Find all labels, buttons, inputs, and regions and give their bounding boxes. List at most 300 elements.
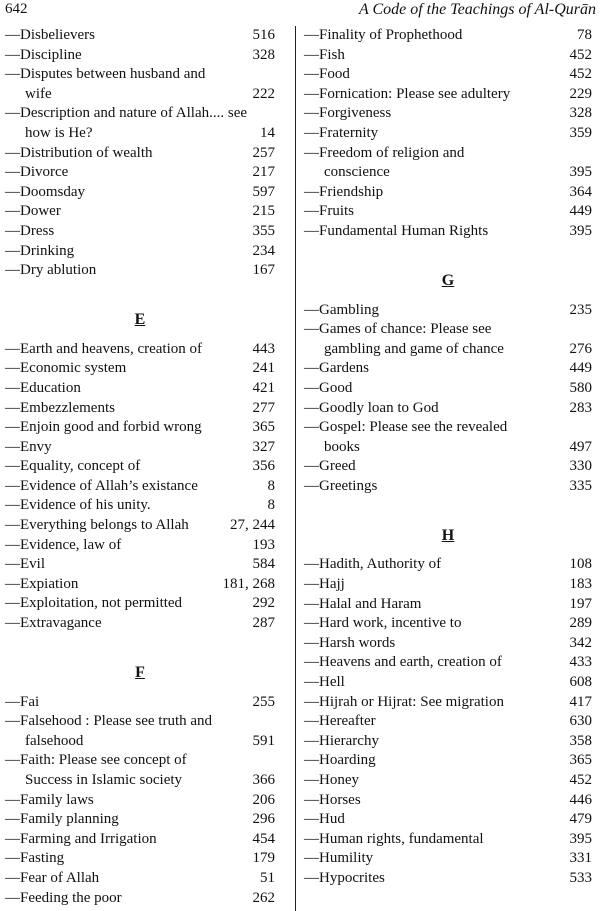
index-page-ref: 229 xyxy=(569,85,592,102)
index-page-ref: 167 xyxy=(252,262,275,279)
index-term xyxy=(304,124,564,144)
index-page-ref: 276 xyxy=(569,340,592,357)
index-page-ref: 331 xyxy=(569,850,592,867)
index-term xyxy=(5,202,247,222)
section-gap xyxy=(304,496,592,516)
index-term xyxy=(304,712,564,732)
index-entry xyxy=(5,340,275,360)
index-term xyxy=(5,359,247,379)
index-page-ref: 235 xyxy=(569,301,592,318)
index-term-line: —Gospel: Please see the revealed xyxy=(304,419,508,436)
index-term xyxy=(304,477,564,497)
index-term xyxy=(304,791,564,811)
index-entry xyxy=(304,555,592,575)
index-term xyxy=(304,104,564,124)
index-term-line: —Hoarding xyxy=(304,752,376,769)
index-entry xyxy=(5,261,275,281)
index-entry xyxy=(304,575,592,595)
index-term-line: —Hajj xyxy=(304,576,345,593)
index-entry xyxy=(304,301,592,321)
index-page-ref: 355 xyxy=(252,222,275,239)
index-term xyxy=(304,379,564,399)
index-page-ref: 395 xyxy=(569,164,592,181)
index-page-ref: 183 xyxy=(569,576,592,593)
index-entry xyxy=(304,712,592,732)
index-entry xyxy=(5,516,275,536)
index-term-line: —Fraternity xyxy=(304,124,379,141)
index-term xyxy=(5,536,247,556)
index-term-line: —Family laws xyxy=(5,791,94,808)
index-term-line: —Dower xyxy=(5,203,61,220)
index-entry xyxy=(304,673,592,693)
index-term xyxy=(5,869,254,889)
index-entry xyxy=(5,183,275,203)
index-page-ref: 452 xyxy=(569,772,592,788)
index-term-line: —Hard work, incentive to xyxy=(304,615,462,632)
running-title: A Code of the Teachings of Al-Qurān xyxy=(358,1,596,18)
page-number: 642 xyxy=(5,1,28,17)
index-term-line: —Expiation xyxy=(5,575,79,592)
index-entry xyxy=(304,320,592,359)
index-entry xyxy=(304,771,592,791)
index-term xyxy=(5,457,247,477)
index-page-ref: 197 xyxy=(569,595,592,612)
index-term-line: conscience xyxy=(324,164,390,181)
index-page-ref: 449 xyxy=(569,360,592,377)
index-entry xyxy=(5,202,275,222)
index-entry xyxy=(304,869,592,889)
index-term xyxy=(304,301,564,321)
index-term xyxy=(5,46,247,66)
index-term xyxy=(5,575,217,595)
index-page-ref: 584 xyxy=(252,556,275,573)
index-term-line: —Fundamental Human Rights xyxy=(304,222,489,239)
index-term xyxy=(5,791,247,811)
index-entry xyxy=(304,830,592,850)
index-entry xyxy=(5,399,275,419)
index-term xyxy=(5,26,247,46)
index-term xyxy=(5,222,247,242)
index-entry xyxy=(304,614,592,634)
index-term-line: —Family planning xyxy=(5,811,119,828)
index-term-line: —Dry ablution xyxy=(5,262,97,279)
index-page-ref: 479 xyxy=(569,811,592,828)
index-term-line: —Gambling xyxy=(304,301,379,318)
section-heading xyxy=(304,262,592,301)
index-page-ref: 283 xyxy=(569,399,592,416)
index-page-ref: 395 xyxy=(569,830,592,847)
index-entry xyxy=(5,614,275,634)
index-term-line: —Everything belongs to Allah xyxy=(5,517,189,534)
index-term-line: how is He? xyxy=(25,124,93,141)
index-entry xyxy=(304,46,592,66)
index-term-line: —Extravagance xyxy=(5,615,102,632)
index-term-line: —Envy xyxy=(5,438,52,455)
index-entry xyxy=(5,810,275,830)
index-term xyxy=(5,65,247,104)
index-page-ref: 14 xyxy=(260,124,275,141)
index-column-right xyxy=(304,26,592,889)
index-term-line: —Dress xyxy=(5,222,55,239)
index-page-ref: 358 xyxy=(569,732,592,749)
index-entry xyxy=(304,144,592,183)
index-entry xyxy=(304,751,592,771)
index-page-ref: 433 xyxy=(569,654,592,671)
index-page-ref: 328 xyxy=(252,46,275,63)
index-page-ref: 342 xyxy=(569,634,592,651)
index-page-ref: 287 xyxy=(252,615,275,632)
index-term xyxy=(304,732,564,752)
index-entry xyxy=(304,124,592,144)
index-term-line: —Good xyxy=(304,379,353,396)
index-term-line: —Forgiveness xyxy=(304,105,392,122)
index-term xyxy=(304,399,564,419)
index-page-ref: 241 xyxy=(252,360,275,377)
index-term xyxy=(5,261,247,281)
index-page-ref: 356 xyxy=(252,458,275,475)
index-page-ref: 215 xyxy=(252,203,275,220)
index-page-ref: 181, 268 xyxy=(222,575,275,592)
index-term xyxy=(304,144,564,183)
index-entry xyxy=(5,575,275,595)
index-page-ref: 277 xyxy=(252,399,275,416)
index-term-line: —Equality, concept of xyxy=(5,458,141,475)
index-page-ref: 443 xyxy=(252,340,275,357)
index-page-ref: 222 xyxy=(252,85,275,102)
index-term-line: —Embezzlements xyxy=(5,399,115,416)
index-page-ref: 8 xyxy=(267,477,275,494)
index-term xyxy=(5,438,247,458)
index-term-line: —Divorce xyxy=(5,164,69,181)
index-page-ref: 580 xyxy=(569,379,592,396)
index-term-line: —Gardens xyxy=(304,360,369,377)
index-entry xyxy=(5,869,275,889)
index-term xyxy=(304,693,564,713)
index-term xyxy=(304,575,564,595)
index-page-ref: 365 xyxy=(569,752,592,769)
index-page-ref: 27, 244 xyxy=(230,517,275,534)
index-page-ref: 262 xyxy=(252,889,275,906)
section-heading xyxy=(5,301,275,340)
index-page-ref: 335 xyxy=(569,477,592,494)
section-letter: F xyxy=(135,664,145,682)
index-term-line: —Hierarchy xyxy=(304,732,379,749)
index-entry xyxy=(5,144,275,164)
index-entry xyxy=(5,751,275,790)
index-entry xyxy=(304,222,592,242)
index-term xyxy=(304,673,564,693)
index-term xyxy=(304,359,564,379)
index-term xyxy=(304,418,564,457)
index-entry xyxy=(5,889,275,909)
index-entry xyxy=(304,65,592,85)
index-term-line: —Horses xyxy=(304,791,361,808)
index-term-line: —Disbelievers xyxy=(5,27,95,43)
index-term-line: —Feeding the poor xyxy=(5,889,122,906)
index-term xyxy=(5,477,262,497)
section-letter: H xyxy=(441,526,455,544)
index-term xyxy=(5,889,247,909)
index-term xyxy=(5,849,247,869)
index-entry xyxy=(304,457,592,477)
index-term-line: —Halal and Haram xyxy=(304,595,422,612)
index-entry xyxy=(5,26,275,46)
index-entry xyxy=(304,595,592,615)
index-term-line: —Human rights, fundamental xyxy=(304,830,484,847)
index-term xyxy=(5,340,247,360)
index-entry xyxy=(5,712,275,751)
index-term xyxy=(5,418,247,438)
index-page-ref: 630 xyxy=(569,713,592,730)
index-term xyxy=(304,653,564,673)
index-entry xyxy=(304,849,592,869)
index-term-line: —Evidence of Allah’s existance xyxy=(5,477,198,494)
index-term-line: —Harsh words xyxy=(304,634,396,651)
index-entry xyxy=(5,457,275,477)
index-entry xyxy=(5,65,275,104)
index-page-ref: 366 xyxy=(252,772,275,788)
index-term xyxy=(5,830,247,850)
index-page-ref: 597 xyxy=(252,183,275,200)
index-term-line: —Freedom of religion and xyxy=(304,144,465,161)
index-page-ref: 289 xyxy=(569,615,592,632)
index-entry xyxy=(304,399,592,419)
column-divider xyxy=(295,26,296,911)
index-page-ref: 217 xyxy=(252,164,275,181)
index-page-ref: 533 xyxy=(569,869,592,886)
index-entry xyxy=(304,810,592,830)
index-term xyxy=(5,555,247,575)
index-term xyxy=(304,46,564,66)
index-entry xyxy=(5,46,275,66)
index-entry xyxy=(304,653,592,673)
index-term-line: —Friendship xyxy=(304,183,384,200)
index-term-line: —Hypocrites xyxy=(304,869,385,886)
index-term-line: —Hud xyxy=(304,811,345,828)
index-term-line: —Evidence, law of xyxy=(5,536,122,553)
section-gap xyxy=(5,634,275,654)
index-page-ref: 449 xyxy=(569,203,592,220)
index-page-ref: 330 xyxy=(569,458,592,475)
index-term-line: —Exploitation, not permitted xyxy=(5,595,183,612)
section-gap xyxy=(5,281,275,301)
index-term-line: —Distribution of wealth xyxy=(5,144,153,161)
index-entry xyxy=(5,418,275,438)
index-term xyxy=(5,496,262,516)
index-term-line: —Disputes between husband and xyxy=(5,66,206,83)
index-entry xyxy=(5,594,275,614)
index-term xyxy=(304,222,564,242)
index-entry xyxy=(5,496,275,516)
index-term-line: —Games of chance: Please see xyxy=(304,321,492,338)
index-entry xyxy=(5,104,275,143)
index-entry xyxy=(304,791,592,811)
index-term xyxy=(304,85,564,105)
index-term xyxy=(304,457,564,477)
index-term xyxy=(5,516,224,536)
index-page-ref: 417 xyxy=(569,693,592,710)
index-entry xyxy=(304,359,592,379)
index-term xyxy=(304,634,564,654)
index-term-line: —Fish xyxy=(304,46,345,63)
index-page-ref: 193 xyxy=(252,536,275,553)
index-page-ref: 328 xyxy=(569,105,592,122)
index-page-ref: 364 xyxy=(569,183,592,200)
index-entry xyxy=(5,536,275,556)
index-term-line: wife xyxy=(25,85,52,102)
index-page-ref: 395 xyxy=(569,222,592,239)
index-term xyxy=(304,183,564,203)
index-entry xyxy=(5,477,275,497)
index-page-ref: 179 xyxy=(252,850,275,867)
index-entry xyxy=(304,104,592,124)
index-page-ref: 454 xyxy=(252,830,275,847)
index-term xyxy=(304,26,571,46)
index-term-line: falsehood xyxy=(25,732,84,749)
index-term-line: —Education xyxy=(5,379,81,396)
index-term-line: —Earth and heavens, creation of xyxy=(5,340,202,357)
index-term xyxy=(304,771,564,791)
index-term-line: —Greed xyxy=(304,458,356,475)
index-term-line: —Fear of Allah xyxy=(5,869,100,886)
index-column-left xyxy=(5,26,275,908)
index-page-ref: 255 xyxy=(252,693,275,710)
index-page-ref: 78 xyxy=(577,27,592,43)
index-term-line: —Greetings xyxy=(304,477,378,494)
index-term-line: —Discipline xyxy=(5,46,82,63)
index-term xyxy=(5,104,254,143)
index-entry xyxy=(304,477,592,497)
index-term-line: Success in Islamic society xyxy=(25,772,183,788)
index-entry xyxy=(5,693,275,713)
index-term-line: books xyxy=(324,438,360,455)
index-term-line: —Enjoin good and forbid wrong xyxy=(5,419,202,436)
index-term-line: —Doomsday xyxy=(5,183,85,200)
index-term-line: —Hereafter xyxy=(304,713,376,730)
index-term xyxy=(5,712,247,751)
section-heading xyxy=(304,516,592,555)
index-term-line: —Falsehood : Please see truth and xyxy=(5,713,213,730)
index-page-ref: 234 xyxy=(252,242,275,259)
index-term xyxy=(5,144,247,164)
index-entry xyxy=(304,202,592,222)
index-entry xyxy=(5,555,275,575)
index-entry xyxy=(304,418,592,457)
index-page-ref: 359 xyxy=(569,124,592,141)
index-page-ref: 296 xyxy=(252,811,275,828)
index-entry xyxy=(304,379,592,399)
index-term-line: —Fornication: Please see adultery xyxy=(304,85,511,102)
index-term-line: —Description and nature of Allah.... see xyxy=(5,105,248,122)
section-heading xyxy=(5,654,275,693)
index-term xyxy=(5,163,247,183)
index-page-ref: 446 xyxy=(569,791,592,808)
index-term-line: —Hell xyxy=(304,674,345,691)
index-term xyxy=(304,65,564,85)
index-term xyxy=(5,594,247,614)
index-page-ref: 8 xyxy=(267,497,275,514)
index-page-ref: 421 xyxy=(252,379,275,396)
index-term-line: —Fasting xyxy=(5,850,65,867)
index-entry xyxy=(304,634,592,654)
index-entry xyxy=(304,85,592,105)
index-page-ref: 51 xyxy=(260,869,275,886)
index-term-line: —Faith: Please see concept of xyxy=(5,752,187,769)
index-page-ref: 452 xyxy=(569,46,592,63)
index-entry xyxy=(304,26,592,46)
index-entry xyxy=(5,379,275,399)
index-term xyxy=(5,751,247,790)
index-entry xyxy=(5,359,275,379)
section-letter: G xyxy=(441,272,455,290)
index-term xyxy=(304,830,564,850)
index-term-line: —Evil xyxy=(5,556,45,573)
index-entry xyxy=(5,242,275,262)
index-term xyxy=(5,242,247,262)
index-page-ref: 206 xyxy=(252,791,275,808)
index-page-ref: 327 xyxy=(252,438,275,455)
index-page-ref: 452 xyxy=(569,66,592,83)
index-page-ref: 516 xyxy=(252,27,275,43)
index-term-line: —Finality of Prophethood xyxy=(304,27,463,43)
index-entry xyxy=(5,163,275,183)
index-term-line: —Evidence of his unity. xyxy=(5,497,151,514)
index-term-line: —Goodly loan to God xyxy=(304,399,439,416)
index-term-line: —Hijrah or Hijrat: See migration xyxy=(304,693,504,710)
index-term xyxy=(304,614,564,634)
index-term xyxy=(304,869,564,889)
index-page-ref: 608 xyxy=(569,674,592,691)
index-term xyxy=(5,183,247,203)
index-term xyxy=(5,693,247,713)
index-term xyxy=(304,849,564,869)
section-letter: E xyxy=(134,311,146,329)
index-entry xyxy=(5,791,275,811)
index-term xyxy=(5,399,247,419)
index-term xyxy=(304,320,564,359)
index-term xyxy=(304,555,564,575)
index-page-ref: 591 xyxy=(252,732,275,749)
index-term-line: gambling and game of chance xyxy=(324,340,504,357)
index-term xyxy=(304,751,564,771)
index-term xyxy=(304,595,564,615)
page-header xyxy=(0,0,600,22)
index-entry xyxy=(5,222,275,242)
index-term-line: —Fruits xyxy=(304,203,355,220)
index-entry xyxy=(5,849,275,869)
index-term xyxy=(5,379,247,399)
index-term-line: —Honey xyxy=(304,772,359,788)
index-term-line: —Heavens and earth, creation of xyxy=(304,654,502,671)
index-term-line: —Farming and Irrigation xyxy=(5,830,157,847)
index-term-line: —Fai xyxy=(5,693,40,710)
index-entry xyxy=(304,183,592,203)
index-page-ref: 108 xyxy=(569,556,592,573)
index-entry xyxy=(5,830,275,850)
index-term xyxy=(5,614,247,634)
index-page-ref: 257 xyxy=(252,144,275,161)
index-page-ref: 497 xyxy=(569,438,592,455)
index-entry xyxy=(5,438,275,458)
section-gap xyxy=(304,242,592,262)
index-page-ref: 365 xyxy=(252,419,275,436)
index-term xyxy=(5,810,247,830)
index-term-line: —Drinking xyxy=(5,242,75,259)
index-entry xyxy=(304,732,592,752)
index-term xyxy=(304,202,564,222)
index-entry xyxy=(304,693,592,713)
index-term xyxy=(304,810,564,830)
